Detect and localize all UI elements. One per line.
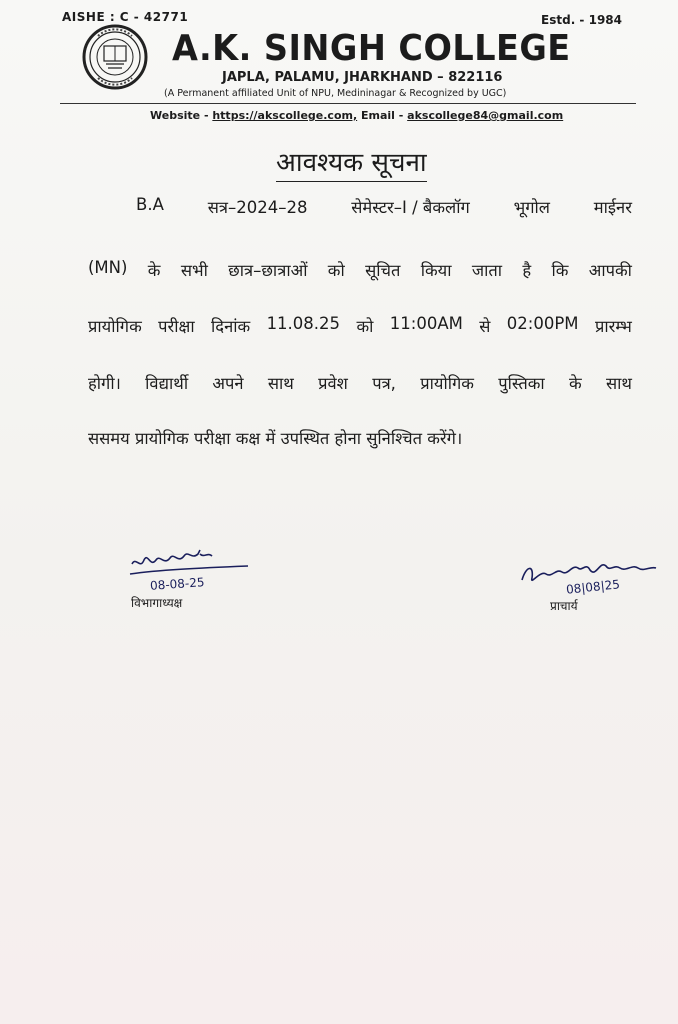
notice-word: के [569, 374, 582, 393]
website-link[interactable]: https://akscollege.com, [212, 109, 358, 122]
notice-word: प्रायोगिक [88, 317, 142, 336]
notice-word: पत्र, [372, 374, 396, 393]
notice-word: ससमय प्रायोगिक परीक्षा कक्ष में उपस्थित होना सुनिश्चित करेंगे। [88, 429, 463, 448]
affiliation-note: (A Permanent affiliated Unit of NPU, Medininagar & Recognized by UGC) [164, 88, 507, 99]
notice-word: B.A [136, 195, 164, 214]
notice-word: होगी। [88, 374, 121, 393]
notice-word: सेमेस्टर–I / बैकलॉग [351, 198, 470, 217]
notice-word: को [356, 317, 374, 336]
principal-title: प्राचार्य [550, 599, 578, 613]
notice-word: आपकी [588, 261, 632, 280]
notice-word: से [479, 317, 491, 336]
notice-word: के [147, 261, 161, 280]
notice-word: 11:00AM [389, 314, 463, 333]
website-label: Website - [150, 109, 213, 122]
hod-title: विभागाध्यक्ष [131, 596, 183, 610]
established-year: Estd. - 1984 [541, 13, 622, 27]
hod-signature-date: 08-08-25 [149, 575, 205, 593]
notice-word: 02:00PM [506, 314, 579, 333]
notice-word: प्रारम्भ [594, 317, 632, 336]
notice-word: दिनांक [211, 317, 251, 336]
email-link[interactable]: akscollege84@gmail.com [407, 109, 564, 122]
college-address: JAPLA, PALAMU, JHARKHAND – 822116 [222, 70, 503, 85]
principal-signature-date: 08|08|25 [565, 577, 621, 597]
notice-line-4 [88, 371, 632, 394]
notice-word: पुस्तिका [498, 374, 545, 393]
notice-word: विद्यार्थी [145, 374, 189, 393]
notice-word: को [327, 261, 345, 280]
notice-word: किया [420, 261, 452, 280]
header-divider [60, 103, 636, 104]
contact-line [150, 109, 563, 122]
notice-word: छात्र–छात्राओं [228, 261, 308, 280]
notice-word: माईनर [593, 198, 632, 217]
notice-word: जाता [471, 261, 503, 280]
college-name: A.K. SINGH COLLEGE [172, 28, 571, 69]
aishe-code: AISHE : C - 42771 [62, 10, 189, 24]
notice-word: साथ [267, 374, 294, 393]
notice-line-5 [88, 426, 632, 449]
notice-line-3 [88, 314, 632, 337]
notice-word: सभी [180, 261, 208, 280]
notice-word: कि [551, 261, 569, 280]
notice-word: भूगोल [513, 198, 550, 217]
email-label: Email - [357, 109, 408, 122]
notice-word: सूचित [365, 261, 401, 280]
notice-word: (MN) [88, 258, 128, 277]
notice-word: अपने [212, 374, 244, 393]
notice-line-1 [136, 195, 632, 218]
notice-word: प्रवेश [318, 374, 348, 393]
notice-word: है [522, 261, 532, 280]
notice-title: आवश्यक सूचना [276, 146, 427, 182]
notice-word: 11.08.25 [266, 314, 341, 333]
notice-word: परीक्षा [158, 317, 195, 336]
notice-word: प्रायोगिक [420, 374, 474, 393]
notice-line-2 [88, 258, 632, 281]
college-logo-icon [82, 24, 148, 90]
notice-word: साथ [605, 374, 632, 393]
notice-word: सत्र–2024–28 [207, 198, 308, 217]
